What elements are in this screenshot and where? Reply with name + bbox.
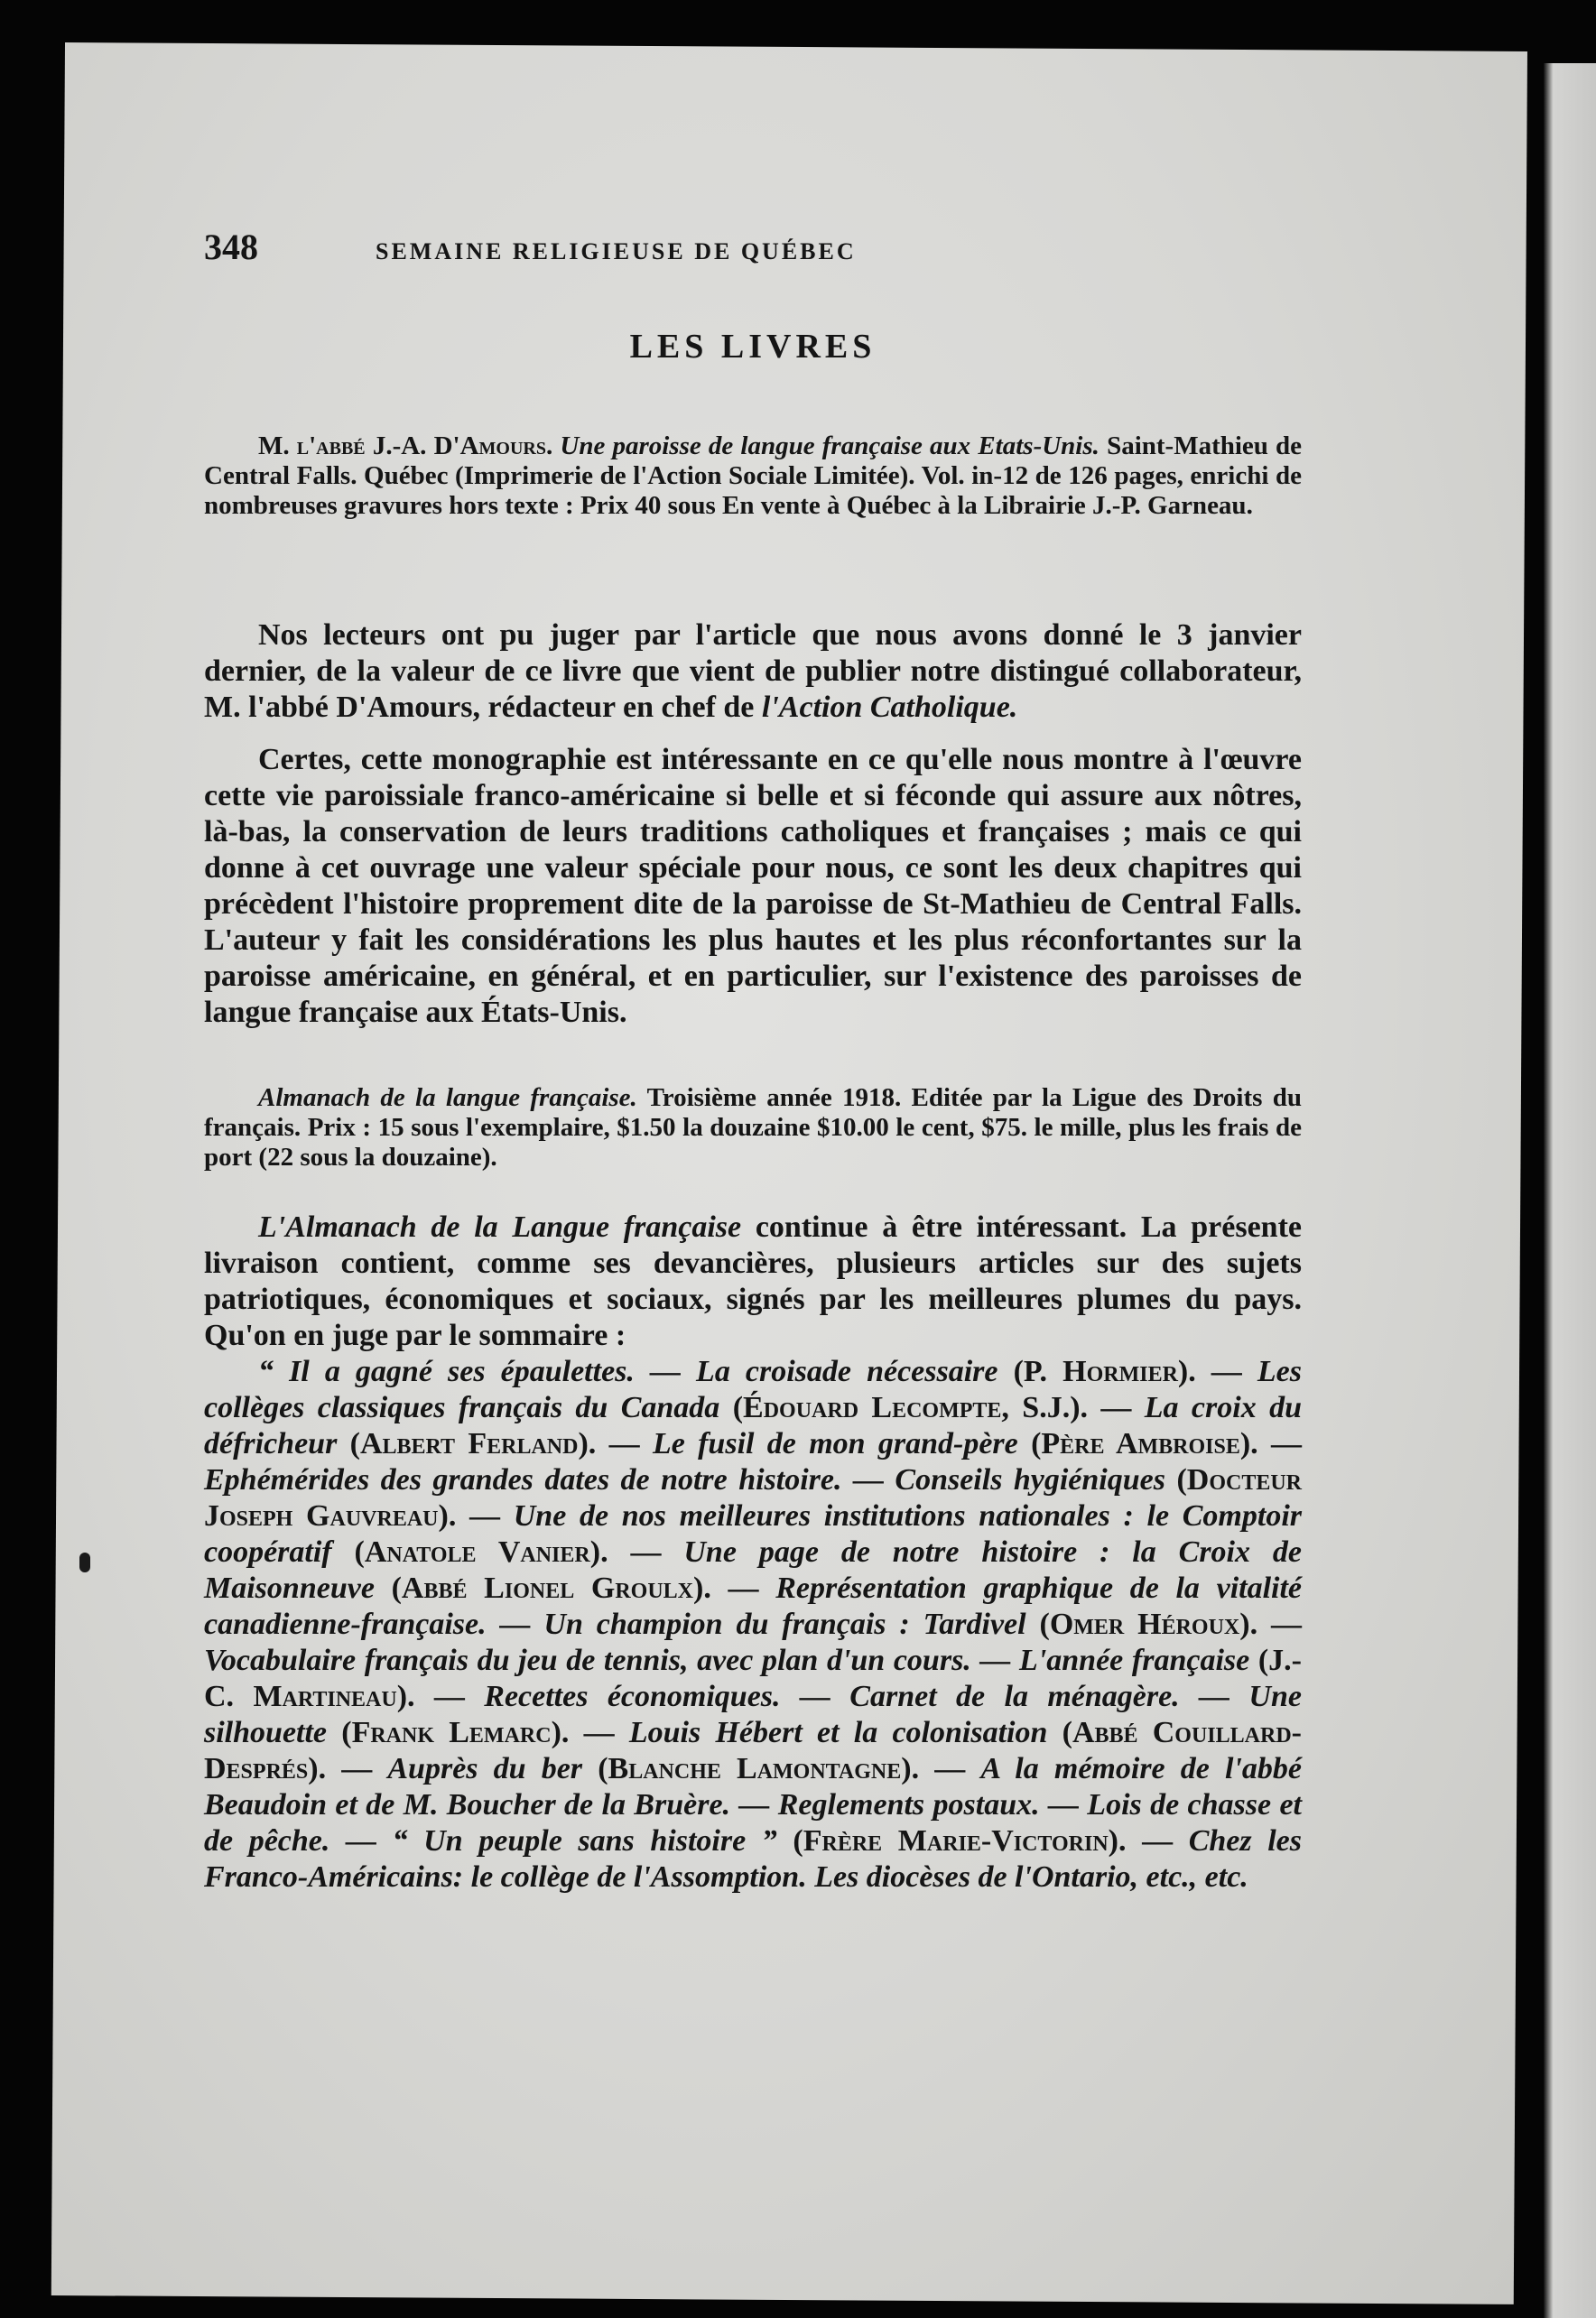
sommaire-segment: Abbé Lionel Groulx — [401, 1572, 694, 1605]
sommaire-segment: Le fusil de mon grand-père — [652, 1427, 1032, 1460]
sommaire-segment: Vocabulaire français du jeu de tennis, avec plan d'un cours. — L'année française — [204, 1644, 1258, 1677]
sommaire-segment: Louis Hébert et la colonisation — [628, 1716, 1062, 1749]
sommaire-segment: ( — [341, 1716, 352, 1749]
sommaire-segment: ). — — [1239, 1608, 1303, 1641]
sommaire-segment: ). — — [308, 1752, 388, 1785]
page-header — [204, 226, 1302, 271]
sommaire-segment: Blanche Lamontagne — [608, 1752, 902, 1785]
sommaire-segment: (J.-C. — [204, 1644, 1302, 1713]
sommaire-segment: Une page de notre histoire : la Croix de Maisonneuve — [204, 1535, 1302, 1605]
author-abbe: l'abbé — [296, 431, 366, 460]
author-name: D'Amours — [433, 431, 546, 460]
sommaire-segment: Père Ambroise — [1041, 1427, 1240, 1460]
paragraph-3-italic: L'Almanach de la Langue française — [258, 1210, 742, 1244]
sommaire-segment: ). — — [901, 1752, 981, 1785]
sommaire-segment: ( — [1062, 1716, 1072, 1749]
sommaire-segment: Chez les Franco-Américains: le collège de l'Assomption. Les diocèses de l'Ontario, etc., etc. — [204, 1824, 1302, 1894]
book-citation-1 — [204, 431, 1302, 521]
sommaire-segment: ). — — [693, 1572, 776, 1605]
sommaire-segment: Une de nos meilleures institutions nationales : le Comptoir coopératif — [204, 1499, 1302, 1569]
sommaire-segment: ( — [1039, 1608, 1050, 1641]
book-1-title: Une paroisse de langue française aux Etats-Unis. — [560, 431, 1100, 460]
paragraph-2: Certes, cette monographie est intéressante en ce qu'elle nous montre à l'œuvre cette vie paroissiale franco-américaine si belle et si féconde qui assure aux nôtres, là-bas, la conservation de leurs traditions catholiques et françaises ; mais ce qui donne à cet ouvrage une valeur spéciale pour nous, ce sont les deux chapitres qui précèdent l'histoire proprement dite de la paroisse de St-Mathieu de Central Falls. L'auteur y fait les considérations les plus hautes et les plus réconfortantes sur la paroisse américaine, en général, et en particulier, sur l'existence des paroisses de langue française aux États-Unis. — [204, 743, 1302, 1029]
sommaire-segment: Ephémérides des grandes dates de notre histoire. — Conseils hygiéniques — [204, 1463, 1177, 1497]
sommaire-segment: “ Il a gagné ses épaulettes. — La croisade nécessaire — [258, 1355, 1014, 1388]
sommaire-segment: ). — — [578, 1427, 653, 1460]
running-head: SEMAINE RELIGIEUSE DE QUÉBEC — [376, 238, 857, 264]
paragraph-3-text: continue à être intéressant. La présente livraison contient, comme ses devancières, plusieurs articles sur des sujets patriotiques, économiques et sociaux, signés par les meilleures plumes du pays. Qu'on en juge par le sommaire : — [204, 1210, 1303, 1352]
sommaire-segment: Édouard Lecompte, S.J. — [743, 1391, 1071, 1424]
sommaire-segment: Frère Marie-Victorin — [803, 1824, 1109, 1858]
sommaire-segment: ). — — [396, 1680, 485, 1713]
citation-2-text — [204, 1083, 1302, 1173]
sommaire-segment: Albert Ferland — [359, 1427, 579, 1460]
sommaire-segment: ). — — [551, 1716, 629, 1749]
sommaire-segment: ( — [354, 1535, 365, 1569]
sommaire-segment: Martineau — [253, 1680, 397, 1713]
sommaire-segment: ( — [1031, 1427, 1042, 1460]
author-initials: J.-A. — [372, 431, 427, 460]
paragraph-3 — [204, 1210, 1302, 1354]
table-of-contents-list — [204, 1354, 1302, 1896]
citation-1-text: M. l'abbé J.-A. D'Amours. Une paroisse de langue française aux Etats-Unis. Saint-Mathieu de Central Falls. Québec (Imprimerie de l'Action Sociale Limitée). Vol. in-12 de 126 pages, enrichi de nombreuses gravures hors texte : Prix 40 sous En vente à Québec à la Librairie J.-P. Garneau. — [204, 431, 1303, 520]
sommaire-segment: La croix du défricheur — [204, 1391, 1302, 1460]
sommaire-segment: ( — [1176, 1463, 1187, 1497]
sommaire-segment: ). — — [1239, 1427, 1302, 1460]
book-1-details: Saint-Mathieu de Central Falls. Québec (Imprimerie de l'Action Sociale Limitée). Vol. in-12 de 126 pages, enrichi de nombreuses gravures hors texte : Prix 40 sous En vente à Québec à la Librairie J.-P. Garneau. — [204, 431, 1303, 520]
document-page — [51, 42, 1527, 2304]
sommaire-segment: ( — [349, 1427, 360, 1460]
sommaire-segment: Représentation graphique de la vitalité canadienne-française. — Un champion du français : Tardivel — [204, 1572, 1303, 1641]
sommaire-segment: A la mémoire de l'abbé Beaudoin et de M. Boucher de la Bruère. — Reglements postaux. — Lois de chasse et de pêche. — “ Un peuple sans histoire ” — [204, 1752, 1303, 1858]
section-title: LES LIVRES — [629, 328, 877, 366]
sommaire-segment: ( — [793, 1824, 803, 1858]
paragraph-1-text: Nos lecteurs ont pu juger par l'article que nous avons donné le 3 janvier dernier, de la valeur de ce livre que vient de publier notre distingué collaborateur, M. l'abbé D'Amours, rédacteur en chef de — [204, 618, 1302, 724]
book-2-details: Troisième année 1918. Editée par la Ligue des Droits du français. Prix : 15 sous l'exemplaire, $1.50 la douzaine $10.00 le cent, $75. le mille, plus les frais de port (22 sous la douzaine). — [204, 1083, 1302, 1172]
review-paragraph-3 — [204, 1210, 1302, 1896]
sommaire-segment: Auprès du ber — [387, 1752, 598, 1785]
ink-blot — [79, 1553, 90, 1572]
sommaire-segment: ). — — [1070, 1391, 1145, 1424]
sommaire-segment: Les collèges classiques français du Canada — [204, 1355, 1302, 1424]
sommaire-segment: ). — — [1177, 1355, 1257, 1388]
sommaire-segment: Hormier — [1062, 1355, 1178, 1388]
sommaire-segment: ). — — [589, 1535, 684, 1569]
paragraph-1 — [204, 617, 1302, 726]
sommaire-segment: ). — — [438, 1499, 514, 1533]
sommaire-segment: Omer Héroux — [1049, 1608, 1240, 1641]
page-number: 348 — [204, 227, 258, 267]
sommaire-segment: ). — — [1108, 1824, 1189, 1858]
sommaire-segment: Docteur Joseph Gauvreau — [204, 1463, 1302, 1533]
sommaire-segment: Abbé Couillard-Després — [204, 1716, 1302, 1785]
sommaire-segment: ( — [598, 1752, 608, 1785]
adjacent-page-edge — [1544, 63, 1596, 2318]
sommaire-segment: Recettes économiques. — Carnet de la ménagère. — Une silhouette — [204, 1680, 1302, 1749]
review-paragraph-1 — [204, 617, 1302, 726]
sommaire-segment: Frank Lemarc — [351, 1716, 552, 1749]
sommaire-segment: ( — [732, 1391, 744, 1424]
sommaire-segment: ( — [391, 1572, 402, 1605]
sommaire-segment: (P. — [1013, 1355, 1063, 1388]
sommaire-segment: Anatole Vanier — [364, 1535, 590, 1569]
author-prefix: M. — [258, 431, 290, 460]
paragraph-1-italic: l'Action Catholique. — [761, 691, 1018, 724]
review-paragraph-2 — [204, 742, 1302, 1031]
book-citation-2 — [204, 1083, 1302, 1173]
book-2-title: Almanach de la langue française. — [258, 1083, 637, 1112]
